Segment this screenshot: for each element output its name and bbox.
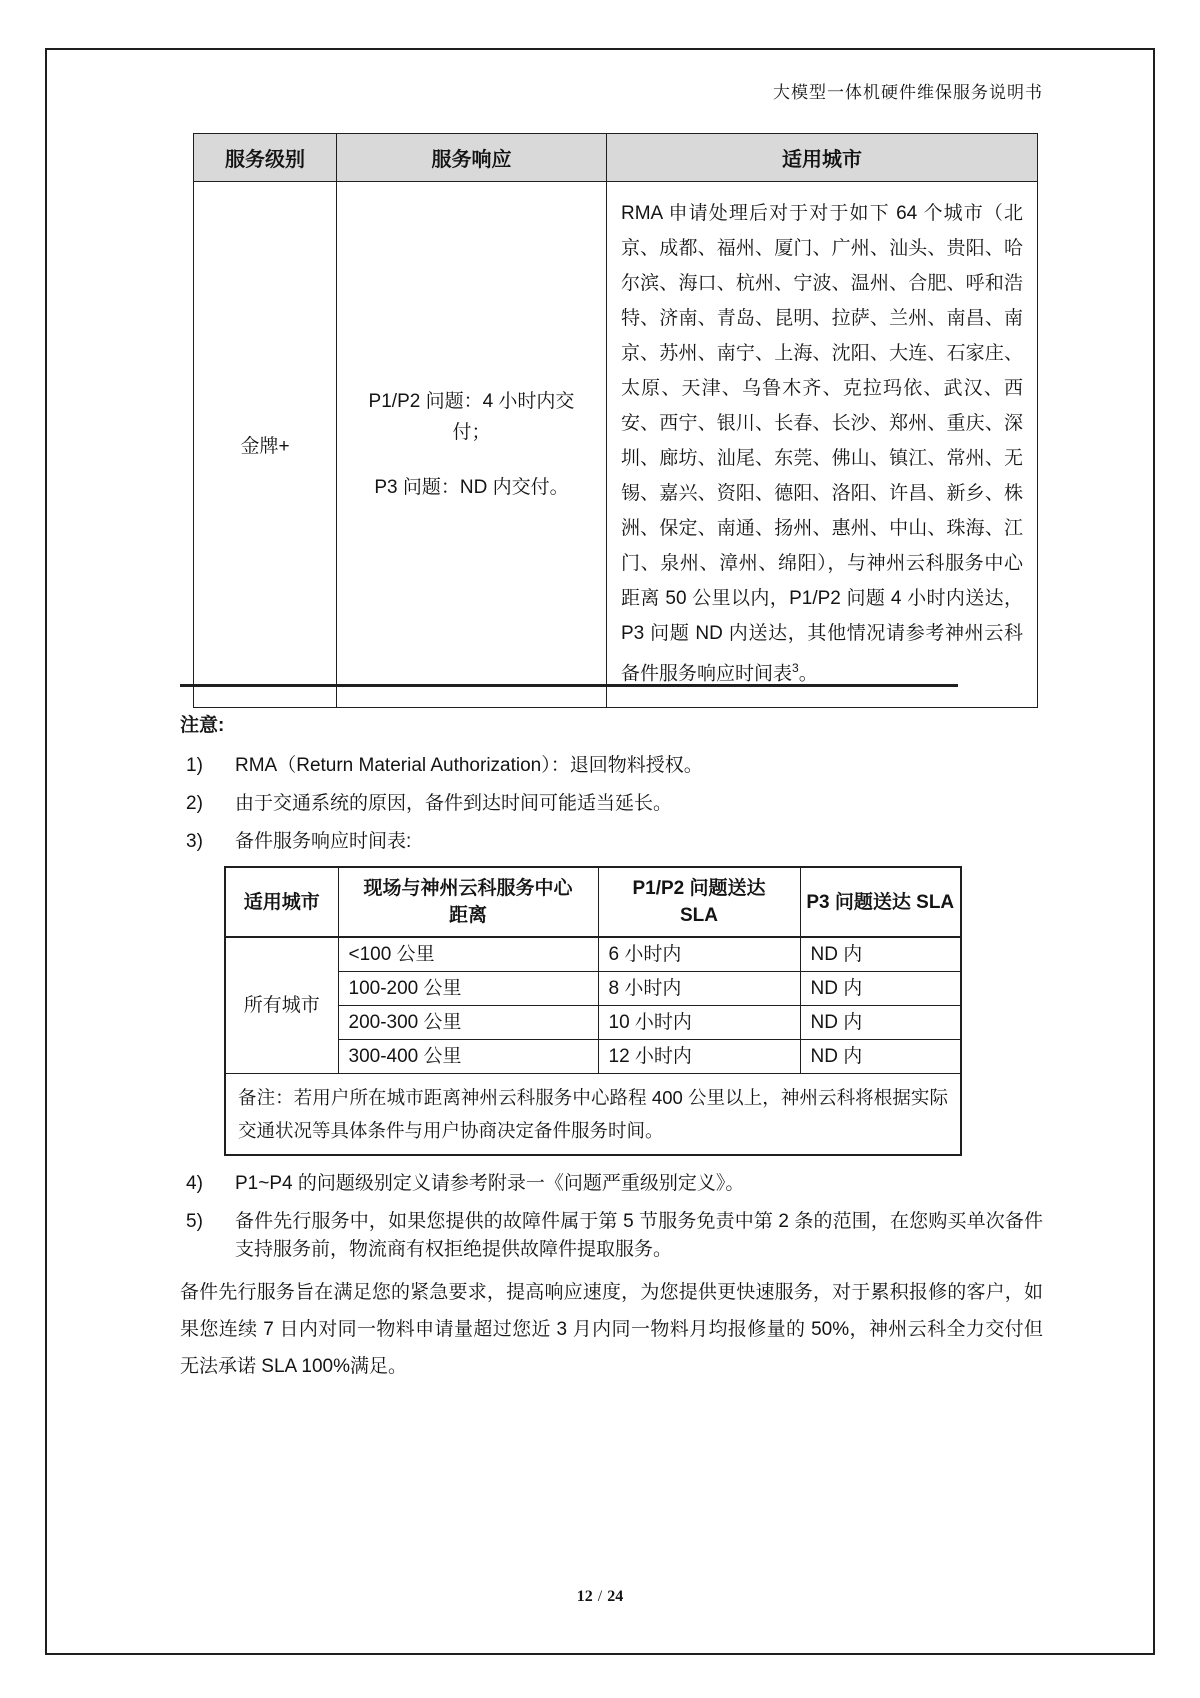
p3-sla-cell: ND 内 — [800, 937, 961, 972]
service-table-header-row — [194, 134, 1038, 182]
note-item-2 — [180, 790, 1043, 818]
page-number-total: 24 — [607, 1588, 624, 1605]
sla-remark-cell: 备注：若用户所在城市距离神州云科服务中心路程 400 公里以上，神州云科将根据实际交通状况等具体条件与用户协商决定备件服务时间。 — [225, 1074, 961, 1156]
note-number: 1) — [186, 755, 203, 776]
sla-remark-row — [225, 1074, 961, 1156]
note-item-3 — [180, 828, 1043, 856]
notes-section — [180, 712, 1043, 1385]
service-response-cell — [337, 182, 607, 708]
p1p2-sla-cell: 12 小时内 — [598, 1040, 800, 1074]
note-item-4 — [180, 1170, 1043, 1198]
note-text: 备件服务响应时间表: — [235, 831, 412, 852]
distance-cell: <100 公里 — [338, 937, 598, 972]
note-text: 由于交通系统的原因，备件到达时间可能适当延长。 — [235, 793, 673, 814]
section-divider — [180, 684, 958, 687]
distance-cell: 100-200 公里 — [338, 972, 598, 1006]
header-service-response: 服务响应 — [337, 134, 607, 182]
service-table-row — [194, 182, 1038, 708]
p3-sla-cell: ND 内 — [800, 1040, 961, 1074]
cities-text-tail: 。 — [798, 663, 818, 685]
note-item-1 — [180, 752, 1043, 780]
header-city-scope: 适用城市 — [225, 867, 338, 937]
cities-text: RMA 申请处理后对于对于如下 64 个城市（北京、成都、福州、厦门、广州、汕头、贵阳、哈尔滨、海口、杭州、宁波、温州、合肥、呼和浩特、济南、青岛、昆明、拉萨、兰州、南昌、南京、苏州、南宁、上海、沈阳、大连、石家庄、太原、天津、乌鲁木齐、克拉玛依、武汉、西安、西宁、银川、长春、长沙、郑州、重庆、深圳、廊坊、汕尾、东莞、佛山、镇江、常州、无锡、嘉兴、资阳、德阳、洛阳、许昌、新乡、株洲、保定、南通、扬州、惠州、中山、珠海、江门、泉州、漳州、绵阳），与神州云科服务中心距离 50 公里以内，P1/P2 问题 4 小时内送达，P3 问题 ND 内送达，其他情况请参考神州云科备件服务响应时间表 — [621, 203, 1023, 685]
p1p2-sla-cell: 10 小时内 — [598, 1006, 800, 1040]
sla-response-table — [224, 866, 962, 1156]
response-p3: P3 问题：ND 内交付。 — [374, 477, 569, 499]
note-number: 2) — [186, 793, 203, 814]
header-p3-sla: P3 问题送达 SLA — [800, 867, 961, 937]
note-number: 5) — [186, 1211, 203, 1232]
document-header-title: 大模型一体机硬件维保服务说明书 — [773, 83, 1043, 102]
header-p1p2-sla: P1/P2 问题送达 SLA — [598, 867, 800, 937]
note-number: 3) — [186, 831, 203, 852]
header-distance: 现场与神州云科服务中心距离 — [338, 867, 598, 937]
service-level-cell: 金牌+ — [194, 182, 337, 708]
sla-table-header-row — [225, 867, 961, 937]
service-level-table — [193, 133, 1038, 708]
sla-row-1 — [225, 937, 961, 972]
footnote-ref-3: 3 — [792, 661, 799, 675]
page-footer — [0, 1588, 1200, 1606]
p1p2-sla-cell: 8 小时内 — [598, 972, 800, 1006]
distance-cell: 200-300 公里 — [338, 1006, 598, 1040]
p3-sla-cell: ND 内 — [800, 1006, 961, 1040]
applicable-cities-cell — [607, 182, 1038, 708]
note-text: P1~P4 的问题级别定义请参考附录一《问题严重级别定义》。 — [235, 1173, 745, 1194]
note-text: 备件先行服务中，如果您提供的故障件属于第 5 节服务免责中第 2 条的范围，在您购买单次备件支持服务前，物流商有权拒绝提供故障件提取服务。 — [235, 1211, 1043, 1260]
note-number: 4) — [186, 1173, 203, 1194]
page-number-current: 12 — [576, 1588, 593, 1605]
page-number-separator: / — [597, 1588, 603, 1605]
distance-cell: 300-400 公里 — [338, 1040, 598, 1074]
note-text: RMA（Return Material Authorization）：退回物料授权。 — [235, 755, 703, 776]
notes-title: 注意: — [180, 715, 225, 736]
closing-paragraph: 备件先行服务旨在满足您的紧急要求，提高响应速度，为您提供更快速服务，对于累积报修的客户，如果您连续 7 日内对同一物料申请量超过您近 3 月内同一物料月均报修量的 50%，神州云科全力交付但无法承诺 SLA 100%满足。 — [180, 1282, 1043, 1377]
response-p1p2: P1/P2 问题：4 小时内交付； — [368, 391, 575, 444]
header-service-level: 服务级别 — [194, 134, 337, 182]
p1p2-sla-cell: 6 小时内 — [598, 937, 800, 972]
note-item-5 — [180, 1208, 1043, 1264]
header-applicable-cities: 适用城市 — [607, 134, 1038, 182]
p3-sla-cell: ND 内 — [800, 972, 961, 1006]
city-scope-cell: 所有城市 — [225, 937, 338, 1074]
